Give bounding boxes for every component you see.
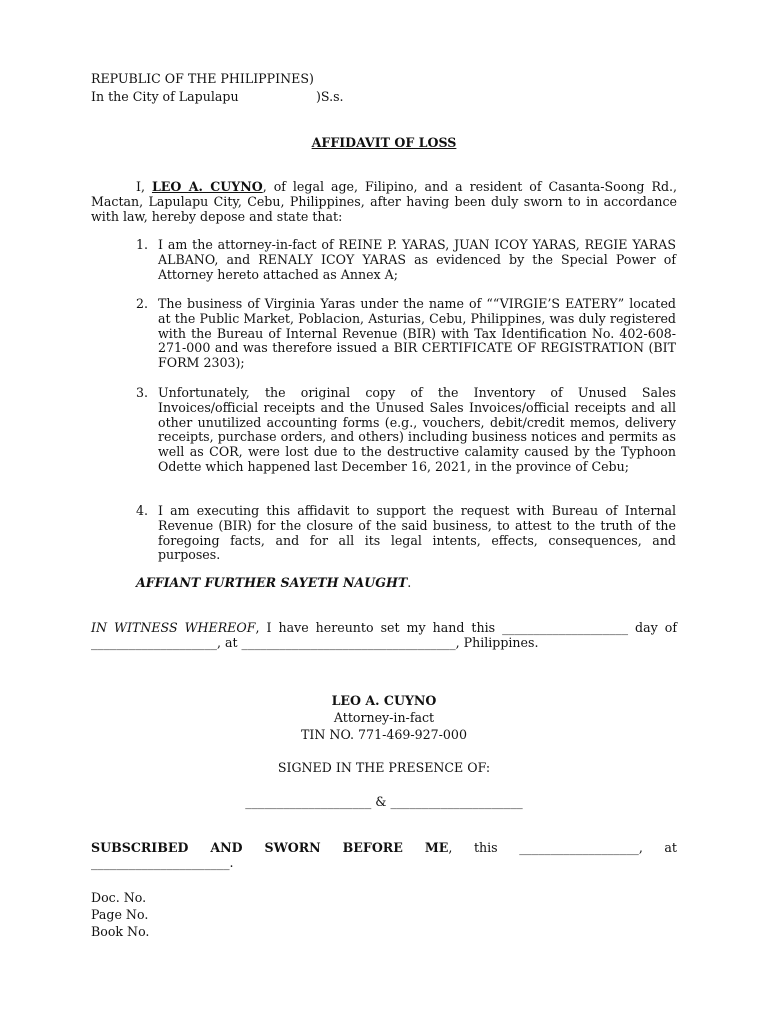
affiant-further-period: . <box>407 575 412 590</box>
witness-signature-lines: ____________________ & _____________________ <box>245 794 523 809</box>
doc-no: Doc. No. <box>91 890 147 905</box>
item-number: 4. <box>136 503 149 518</box>
witness-paragraph <box>91 621 677 651</box>
witness-text: , I have hereunto set my hand this ____________________ day of ____________________, at __________________________________, Philippines. <box>91 620 677 650</box>
list-item <box>136 297 676 371</box>
signed-presence: SIGNED IN THE PRESENCE OF: <box>277 760 491 775</box>
document-title: AFFIDAVIT OF LOSS <box>311 135 457 150</box>
item-text: I am executing this affidavit to support the request with Bureau of Internal Revenue (BIR) for the closure of the said business, to attest to the truth of the foregoing facts, and for all its legal intents, effects, consequences, and purposes. <box>158 503 676 563</box>
item-text: Unfortunately, the original copy of the Inventory of Unused Sales Invoices/official receipts and the Unused Sales Invoices/official receipts and all other unutilized accounting forms (e.g., vouchers, debit/credit memos, delivery receipts, purchase orders, and others) including business notices and permits as well as COR, were lost due to the destructive calamity caused by the Typhoon Odette which happened last December 16, 2021, in the province of Cebu; <box>158 385 676 474</box>
affiant-name: LEO A. CUYNO <box>151 179 263 194</box>
subscribed-lead: SUBSCRIBED AND SWORN BEFORE ME <box>91 840 449 855</box>
witness-lead: IN WITNESS WHEREOF <box>91 620 256 635</box>
item-number: 1. <box>136 237 149 252</box>
list-item <box>136 386 676 475</box>
item-text: I am the attorney-in-fact of REINE P. YARAS, JUAN ICOY YARAS, REGIE YARAS ALBANO, and RENALY ICOY YARAS as evidenced by the Special Power of Attorney hereto attached as Annex A; <box>158 237 676 282</box>
signatory-role: Attorney-in-fact <box>333 710 435 725</box>
intro-paragraph <box>91 180 677 224</box>
header-republic: REPUBLIC OF THE PHILIPPINES) <box>91 71 314 86</box>
subscribed-text: , this ___________________, at ______________________. <box>91 840 677 870</box>
affiant-further: AFFIANT FURTHER SAYETH NAUGHT <box>136 575 408 590</box>
page-no: Page No. <box>91 907 149 922</box>
signatory-name: LEO A. CUYNO <box>331 693 437 708</box>
header-city: In the City of Lapulapu <box>91 89 239 104</box>
book-no: Book No. <box>91 924 150 939</box>
item-text: The business of Virginia Yaras under the name of ““VIRGIE’S EATERY” located at the Public Market, Poblacion, Asturias, Cebu, Philippines, was duly registered with the Bureau of Internal Revenue (BIR) with Tax Identification No. 402-608-271-000 and was therefore issued a BIR CERTIFICATE OF REGISTRATION (BIT FORM 2303); <box>158 296 676 371</box>
subscribed-paragraph <box>91 841 677 871</box>
item-number: 3. <box>136 385 149 400</box>
header-ss: )S.s. <box>316 89 344 104</box>
intro-text: , of legal age, Filipino, and a resident of Casanta-Soong Rd., Mactan, Lapulapu City, Cebu, Philippines, after having been duly sworn to in accordance with law, hereby depose and state that: <box>91 179 678 224</box>
list-item <box>136 238 676 282</box>
signatory-tin: TIN NO. 771-469-927-000 <box>301 727 467 742</box>
list-item <box>136 504 676 563</box>
item-number: 2. <box>136 296 149 311</box>
affiant-further-line <box>136 576 411 591</box>
intro-prefix: I, <box>136 179 152 194</box>
